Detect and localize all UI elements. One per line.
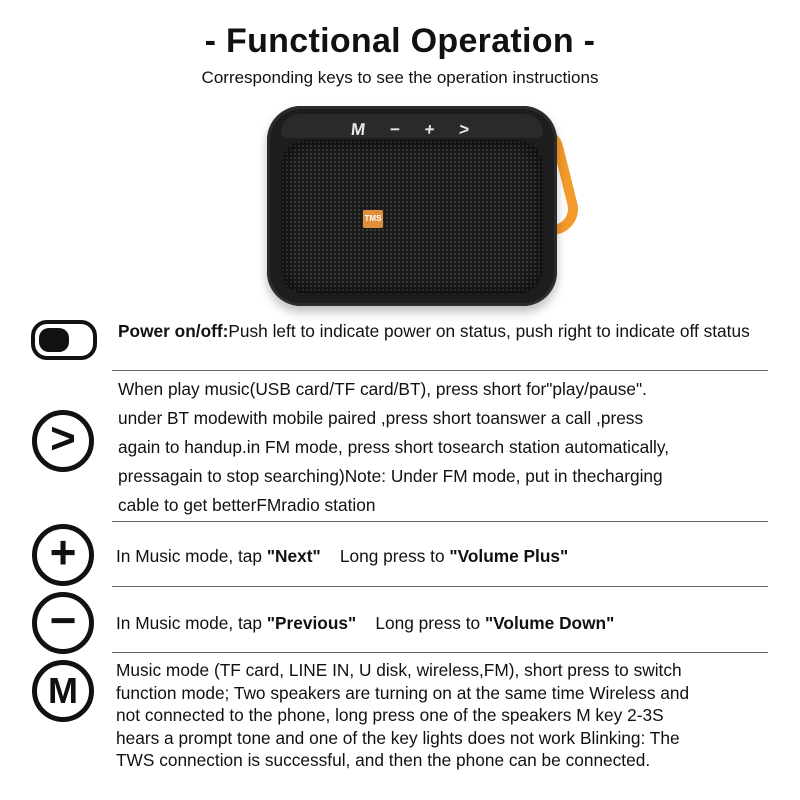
plus-prefix: In Music mode, tap (116, 546, 267, 566)
mode-glyph: M (48, 670, 78, 711)
mode-instruction (116, 659, 786, 772)
speaker-logo-badge: TMS (363, 210, 383, 228)
page-title: - Functional Operation - (204, 22, 596, 60)
play-line: under BT modewith mobile paired ,press short toanswer a call ,press (118, 408, 644, 428)
play-line: pressagain to stop searching)Note: Under FM mode, put in thecharging (118, 466, 663, 486)
play-pause-icon (32, 410, 94, 472)
speaker-grille (281, 140, 543, 294)
minus-icon (32, 592, 94, 654)
plus-tap-action: "Next" (266, 546, 321, 566)
play-instruction (118, 375, 778, 520)
speaker-top-panel (281, 114, 543, 138)
power-heading: Power on/off: (118, 321, 229, 341)
mode-line: not connected to the phone, long press one of the speakers M key 2-3S (116, 705, 664, 726)
minus-instruction (116, 612, 776, 634)
power-text: Push left to indicate power on status, push right to indicate off status (228, 321, 750, 341)
power-instruction (118, 320, 778, 342)
page-subtitle: Corresponding keys to see the operation instructions (201, 68, 599, 87)
switch-knob (39, 328, 69, 352)
minus-middle: Long press to (375, 613, 485, 633)
divider (112, 652, 768, 653)
mode-line: hears a prompt tone and one of the key lights does not work Blinking: The (116, 727, 680, 748)
speaker-body (267, 106, 557, 306)
plus-long-action: "Volume Plus" (449, 546, 569, 566)
play-line: again to handup.in FM mode, press short tosearch station automatically, (118, 437, 670, 457)
speaker-keys-label: M − + > (350, 120, 481, 139)
play-glyph: > (50, 414, 76, 463)
minus-prefix: In Music mode, tap (116, 613, 267, 633)
plus-icon (32, 524, 94, 586)
divider (112, 521, 768, 522)
minus-tap-action: "Previous" (266, 613, 357, 633)
play-line: cable to get betterFMradio station (118, 495, 376, 515)
plus-glyph: + (49, 526, 77, 578)
toggle-switch-icon (31, 320, 97, 360)
play-line: When play music(USB card/TF card/BT), press short for"play/pause". (118, 379, 647, 399)
divider (112, 586, 768, 587)
mode-line: function mode; Two speakers are turning on at the same time Wireless and (116, 682, 690, 703)
divider (112, 370, 768, 371)
mode-line: TWS connection is successful, and then the phone can be connected. (116, 750, 651, 771)
minus-glyph: − (49, 594, 77, 646)
mode-m-icon (32, 660, 94, 722)
plus-instruction (116, 545, 776, 567)
speaker-image (255, 98, 595, 318)
minus-long-action: "Volume Down" (484, 613, 615, 633)
plus-middle: Long press to (339, 546, 450, 566)
mode-line: Music mode (TF card, LINE IN, U disk, wireless,FM), short press to switch (116, 660, 682, 680)
